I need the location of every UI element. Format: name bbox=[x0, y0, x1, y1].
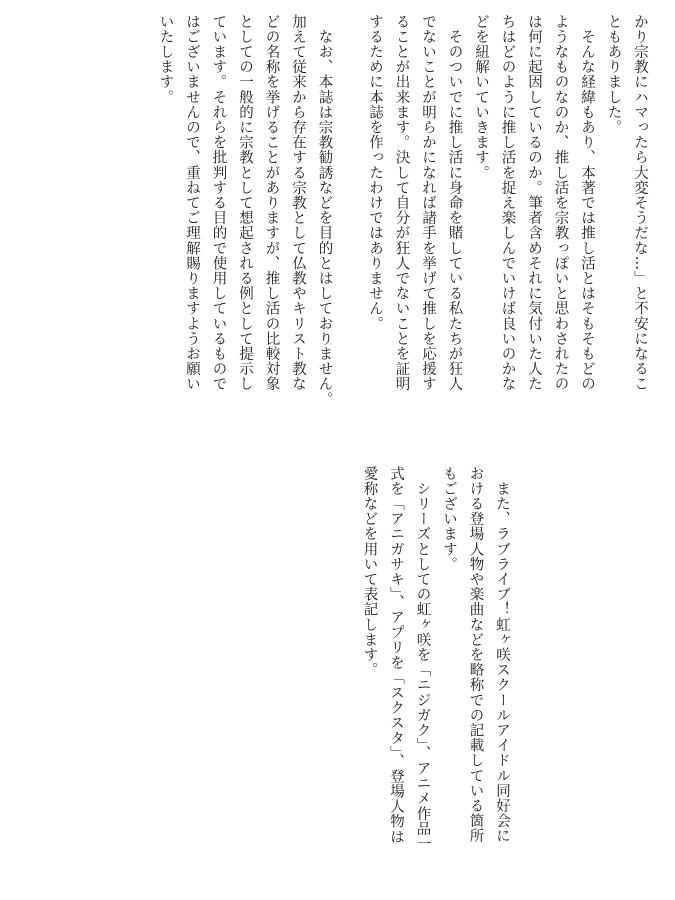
text-line: 式を「アニガサキ」、アプリを「スクスタ」、登場人物は bbox=[388, 466, 404, 845]
text-block-intro bbox=[362, 14, 654, 454]
text-line: するために本誌を作ったわけではありません。 bbox=[367, 14, 383, 332]
text-line: でないことが明らかになれば諸手を挙げて推しを応援す bbox=[420, 14, 436, 392]
text-line: なお、本誌は宗教勧誘などを目的とはしておりません。 bbox=[316, 14, 333, 407]
text-line: ようなものなのか、推し活を宗教っぽいと思わされたの bbox=[552, 14, 569, 392]
text-line: 加えて従来から存在する宗教として仏教やキリスト教な bbox=[290, 14, 306, 392]
text-line: かり宗教にハマったら大変そうだな…」と不安になるこ bbox=[632, 14, 648, 392]
text-block-disclaimer bbox=[152, 14, 338, 454]
text-line: そのついでに推し活に身命を賭している私たちが狂人 bbox=[446, 14, 463, 392]
text-line: はございませんので、重ねてご理解賜りますようお願い bbox=[184, 14, 200, 392]
text-line: また、ラブライブ！虹ヶ咲スクールアイドル同好会に bbox=[494, 466, 510, 844]
text-line: どを紐解いていきます。 bbox=[473, 14, 489, 181]
text-line: もございます。 bbox=[441, 466, 457, 572]
text-line: ることが出来ます。決して自分が狂人でないことを証明 bbox=[393, 14, 410, 392]
text-line: ちはどのように推し活を捉え楽しんでいけば良いのかな bbox=[499, 14, 516, 392]
text-line: どの名称を挙げることがありますが、推し活の比較対象 bbox=[263, 14, 280, 392]
text-line: としての一般的に宗教として想起される例として提示し bbox=[237, 14, 253, 392]
text-line: そんな経緯もあり、本著では推し活とはそもそもどの bbox=[579, 14, 595, 392]
text-line: ともありました。 bbox=[605, 14, 622, 135]
text-line: ています。それらを批判する目的で使用しているもので bbox=[210, 14, 227, 392]
text-line: シリーズとしての虹ヶ咲を「ニジガク」、アニメ作品一 bbox=[414, 466, 431, 852]
text-line: は何に起因しているのか。筆者含めそれに気付いた人た bbox=[526, 14, 542, 392]
text-line: 愛称などを用いて表記します。 bbox=[361, 466, 378, 678]
text-line: いたします。 bbox=[157, 14, 174, 105]
text-line: おける登場人物や楽曲などを略称での記載している箇所 bbox=[467, 466, 484, 844]
text-block-abbreviations bbox=[356, 466, 515, 886]
